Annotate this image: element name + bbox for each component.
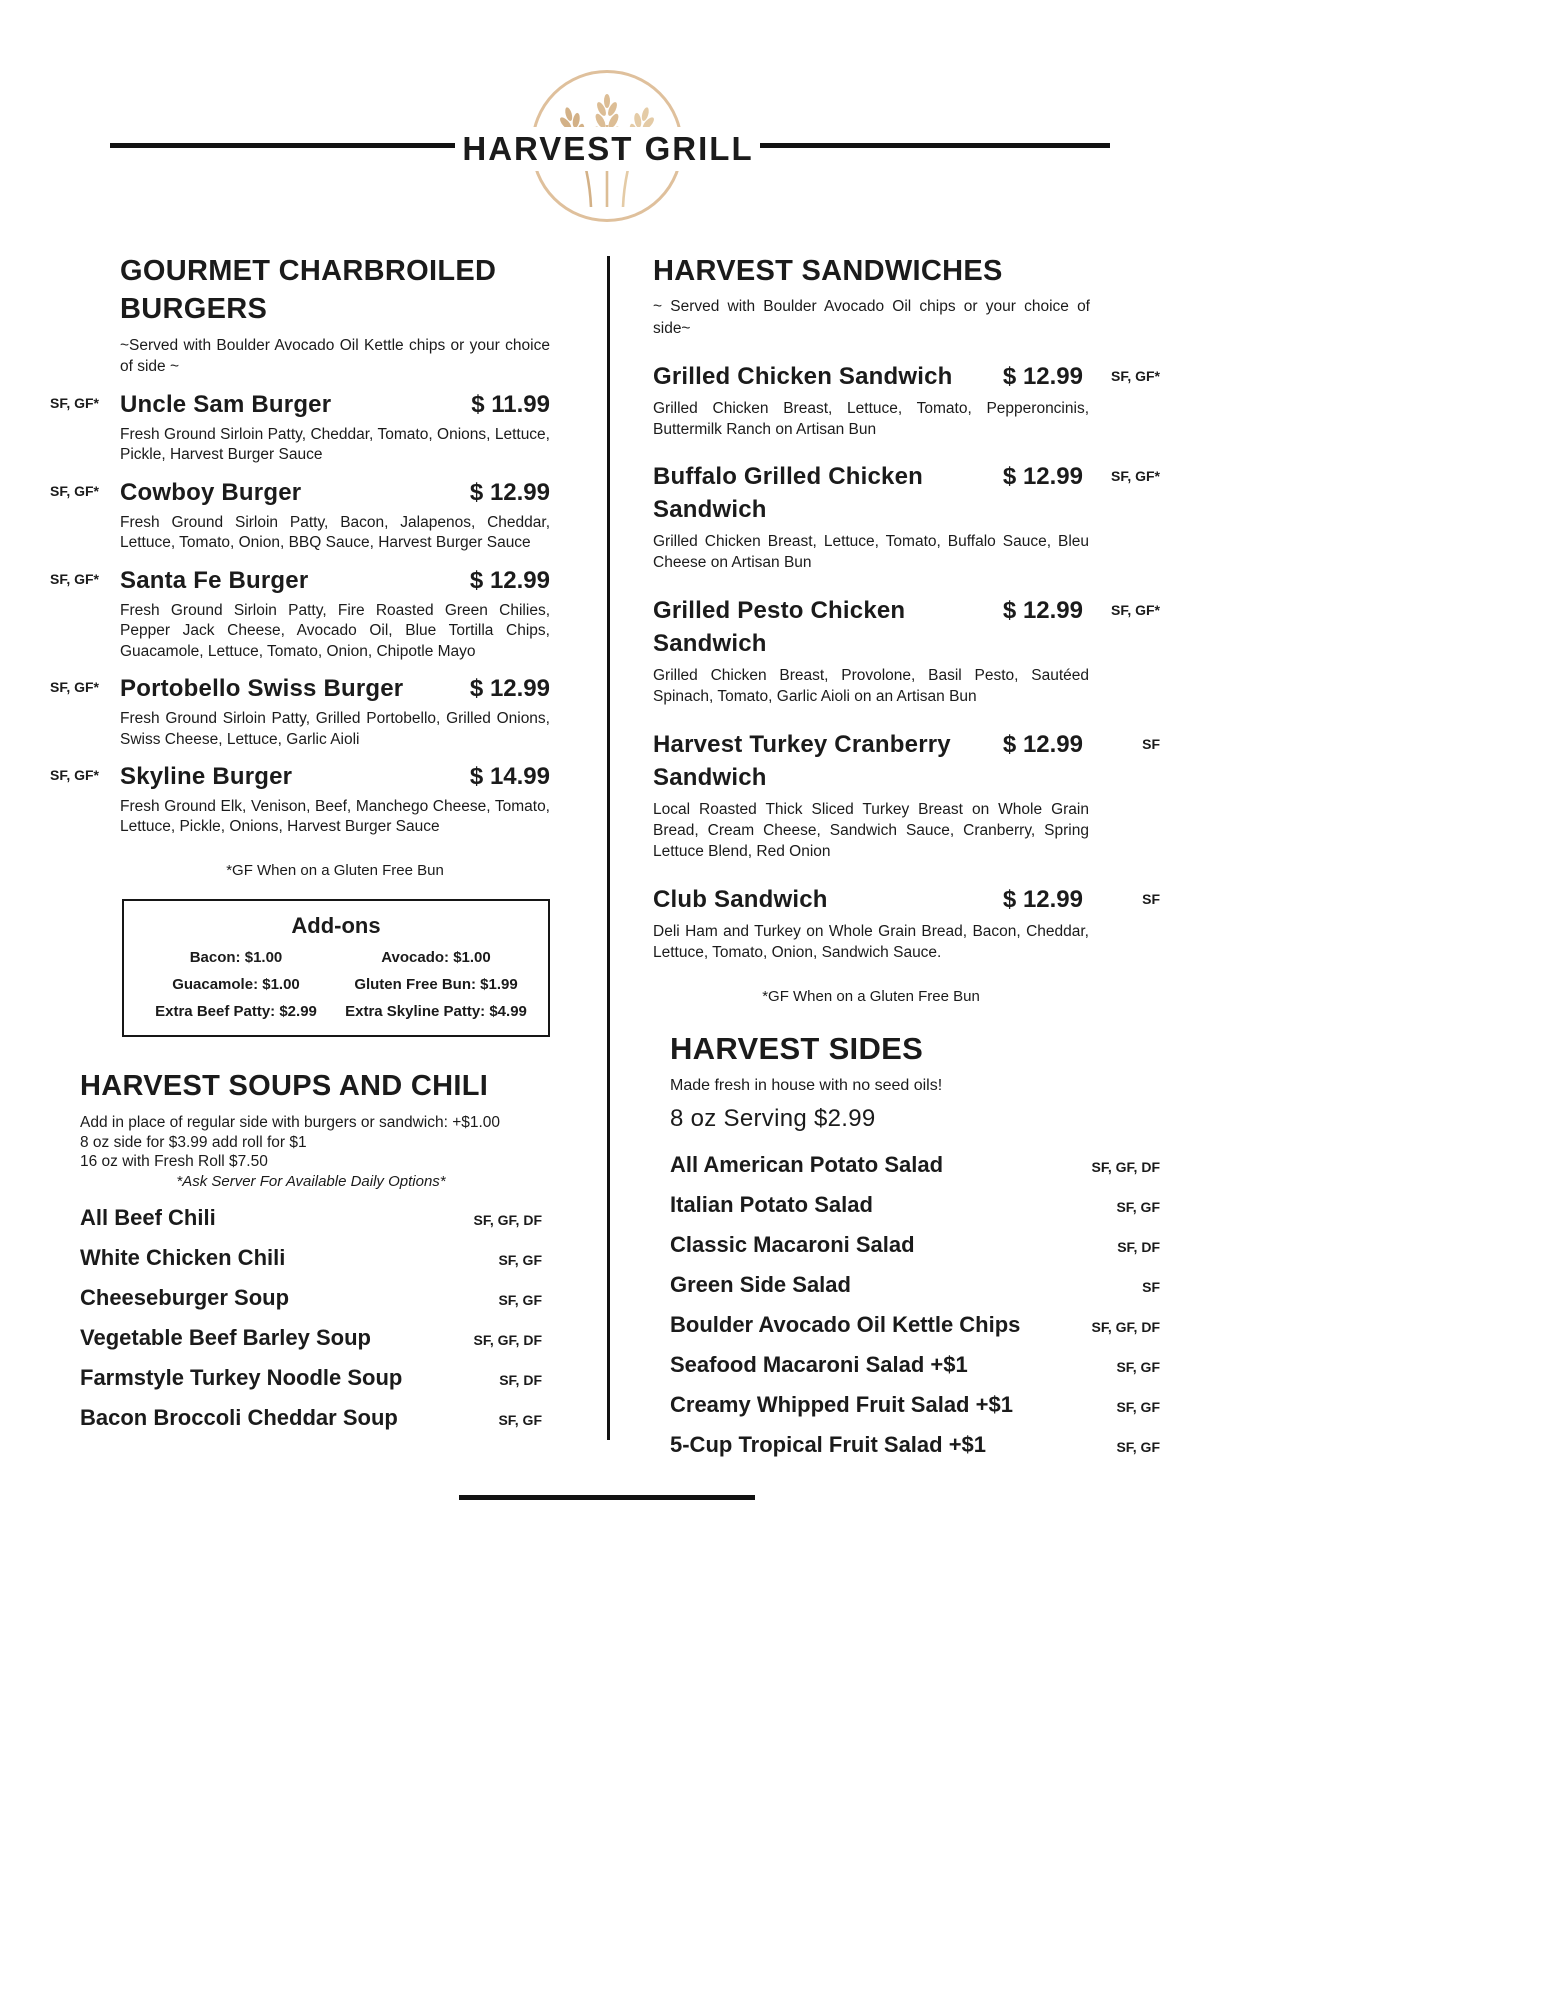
item-name: Portobello Swiss Burger <box>120 675 404 703</box>
sides-section <box>653 1029 1160 1458</box>
item-name: Bacon Broccoli Cheddar Soup <box>80 1405 398 1431</box>
left-column <box>50 252 550 1431</box>
item-name: Grilled Pesto Chicken Sandwich <box>653 597 906 658</box>
menu-item-santa-fe-burger <box>50 564 550 662</box>
menu-item-side <box>670 1311 1160 1338</box>
addon-item: Gluten Free Bun: $1.99 <box>354 975 518 993</box>
item-name: Farmstyle Turkey Noodle Soup <box>80 1365 403 1391</box>
menu-item-buffalo-grilled-chicken-sandwich <box>653 460 1160 574</box>
menu-item-side <box>670 1151 1160 1178</box>
item-name: Boulder Avocado Oil Kettle Chips <box>670 1311 1021 1337</box>
menu-item-soup <box>80 1204 542 1231</box>
item-name: Green Side Salad <box>670 1271 851 1297</box>
addons-title: Add-ons <box>291 912 381 938</box>
item-price: $ 12.99 <box>469 675 550 703</box>
item-tags: SF, GF* <box>50 679 100 696</box>
item-description: Grilled Chicken Breast, Lettuce, Tomato, Buffalo Sauce, Bleu Cheese on Artisan Bun <box>653 533 1089 572</box>
soups-list <box>80 1204 542 1431</box>
soups-section-title: HARVEST SOUPS AND CHILI <box>80 1069 489 1102</box>
addon-item: Extra Beef Patty: $2.99 <box>155 1002 317 1020</box>
item-name: Cowboy Burger <box>120 478 302 506</box>
soups-note: 16 oz with Fresh Roll $7.50 <box>80 1152 268 1170</box>
item-name: White Chicken Chili <box>80 1245 286 1271</box>
item-name: All Beef Chili <box>80 1205 216 1231</box>
item-name: Harvest Turkey Cranberry Sandwich <box>653 731 951 792</box>
menu-item-grilled-pesto-chicken-sandwich <box>653 594 1160 708</box>
sides-list <box>670 1151 1160 1458</box>
menu-item-soup <box>80 1244 542 1271</box>
sandwiches-section <box>653 252 1160 1005</box>
item-name: Italian Potato Salad <box>670 1191 873 1217</box>
item-tags: SF, GF* <box>50 482 100 499</box>
item-description: Fresh Ground Sirloin Patty, Fire Roasted Green Chilies, Pepper Jack Cheese, Avocado Oil, Blue Tortilla Chips, Guacamole, Lettuce, Tomato, Onion, Chipotle Mayo <box>120 601 550 660</box>
soups-section <box>80 1067 542 1431</box>
sides-serving-price: 8 oz Serving $2.99 <box>670 1105 876 1133</box>
footer-rule <box>459 1495 755 1500</box>
item-tags: SF, GF* <box>50 570 100 587</box>
item-description: Local Roasted Thick Sliced Turkey Breast on Whole Grain Bread, Cream Cheese, Sandwich Sauce, Cranberry, Spring Lettuce Blend, Red Onion <box>653 801 1089 861</box>
menu-item-soup <box>80 1404 542 1431</box>
item-price: $ 12.99 <box>1002 597 1083 625</box>
item-description: Fresh Ground Elk, Venison, Beef, Manchego Cheese, Tomato, Lettuce, Pickle, Onions, Harvest Burger Sauce <box>120 797 550 836</box>
item-description: Grilled Chicken Breast, Lettuce, Tomato, Pepperoncinis, Buttermilk Ranch on Artisan Bun <box>653 399 1089 438</box>
menu-item-side <box>670 1231 1160 1258</box>
item-tags: SF, GF <box>1116 1358 1160 1375</box>
menu-item-side <box>670 1391 1160 1418</box>
item-description: Fresh Ground Sirloin Patty, Grilled Portobello, Grilled Onions, Swiss Cheese, Lettuce, Garlic Aioli <box>120 710 550 748</box>
addon-item: Bacon: $1.00 <box>189 948 283 966</box>
item-description: Fresh Ground Sirloin Patty, Bacon, Jalapenos, Cheddar, Lettuce, Tomato, Onion, BBQ Sauce, Harvest Burger Sauce <box>120 513 550 552</box>
column-divider <box>607 256 610 1440</box>
menu-item-skyline-burger <box>50 760 550 838</box>
sides-subtitle: Made fresh in house with no seed oils! <box>670 1077 943 1095</box>
item-tags: SF, GF* <box>50 766 100 783</box>
menu-item-club-sandwich <box>653 883 1160 964</box>
item-tags: SF, GF* <box>50 394 100 411</box>
item-description: Grilled Chicken Breast, Provolone, Basil Pesto, Sautéed Spinach, Tomato, Garlic Aioli on an Artisan Bun <box>653 667 1089 706</box>
item-name: Skyline Burger <box>120 762 293 790</box>
item-name: 5-Cup Tropical Fruit Salad +$1 <box>670 1431 987 1457</box>
menu-item-cowboy-burger <box>50 476 550 554</box>
item-tags: SF, GF, DF <box>1091 1318 1160 1335</box>
brand-name: HARVEST GRILL <box>457 127 759 171</box>
burgers-section <box>50 252 550 1037</box>
item-tags: SF, GF <box>1116 1198 1160 1215</box>
item-name: Seafood Macaroni Salad +$1 <box>670 1351 968 1377</box>
item-tags: SF, DF <box>1117 1238 1160 1255</box>
header-rule-left <box>110 143 455 148</box>
soups-notes <box>80 1113 542 1171</box>
menu-item-portobello-swiss-burger <box>50 672 550 750</box>
item-name: Grilled Chicken Sandwich <box>653 362 953 390</box>
addon-item: Extra Skyline Patty: $4.99 <box>345 1002 527 1020</box>
item-price: $ 11.99 <box>471 390 550 418</box>
right-column <box>653 252 1160 1458</box>
item-name: All American Potato Salad <box>670 1151 944 1177</box>
item-description: Fresh Ground Sirloin Patty, Cheddar, Tomato, Onions, Lettuce, Pickle, Harvest Burger Sauce <box>120 425 550 464</box>
item-price: $ 12.99 <box>469 566 550 594</box>
addons-box <box>122 899 550 1037</box>
item-name: Santa Fe Burger <box>120 566 309 594</box>
menu-item-side <box>670 1431 1160 1458</box>
item-tags: SF, GF, DF <box>473 1332 542 1349</box>
addons-grid <box>136 949 536 1020</box>
item-name: Creamy Whipped Fruit Salad +$1 <box>670 1391 1013 1417</box>
menu-item-harvest-turkey-cranberry-sandwich <box>653 728 1160 863</box>
item-tags: SF, DF <box>499 1372 542 1389</box>
gluten-free-footnote: *GF When on a Gluten Free Bun <box>762 987 980 1005</box>
item-tags: SF <box>1142 736 1160 753</box>
item-price: $ 12.99 <box>1002 463 1083 491</box>
item-name: Classic Macaroni Salad <box>670 1231 915 1257</box>
menu-item-uncle-sam-burger <box>50 388 550 466</box>
item-name: Cheeseburger Soup <box>80 1285 290 1311</box>
menu-item-soup <box>80 1324 542 1351</box>
item-price: $ 12.99 <box>469 478 550 506</box>
item-name: Uncle Sam Burger <box>120 390 332 418</box>
menu-item-side <box>670 1271 1160 1298</box>
sandwiches-subtitle: ~ Served with Boulder Avocado Oil chips or your choice of side~ <box>653 298 1090 337</box>
item-tags: SF, GF <box>1116 1438 1160 1455</box>
header-rule-right <box>760 143 1110 148</box>
item-tags: SF <box>1142 1278 1160 1295</box>
item-tags: SF, GF <box>498 1252 542 1269</box>
item-tags: SF, GF <box>1116 1398 1160 1415</box>
soups-note: Add in place of regular side with burgers or sandwich: +$1.00 <box>80 1114 501 1132</box>
menu-item-side <box>670 1351 1160 1378</box>
item-tags: SF, GF, DF <box>473 1212 542 1229</box>
item-tags: SF <box>1142 890 1160 907</box>
item-name: Club Sandwich <box>653 885 828 913</box>
gluten-free-footnote: *GF When on a Gluten Free Bun <box>226 861 444 879</box>
item-tags: SF, GF, DF <box>1091 1158 1160 1175</box>
item-price: $ 12.99 <box>1002 362 1083 390</box>
item-tags: SF, GF <box>498 1412 542 1429</box>
item-tags: SF, GF* <box>1110 367 1160 384</box>
item-price: $ 12.99 <box>1002 731 1083 759</box>
item-name: Vegetable Beef Barley Soup <box>80 1325 371 1351</box>
item-tags: SF, GF* <box>1110 602 1160 619</box>
menu-item-side <box>670 1191 1160 1218</box>
item-price: $ 14.99 <box>469 762 550 790</box>
sides-section-title: HARVEST SIDES <box>670 1030 924 1066</box>
item-name: Buffalo Grilled Chicken Sandwich <box>653 463 923 524</box>
menu-item-soup <box>80 1364 542 1391</box>
item-tags: SF, GF <box>498 1292 542 1309</box>
addon-item: Avocado: $1.00 <box>381 948 491 966</box>
soups-note: 8 oz side for $3.99 add roll for $1 <box>80 1133 307 1151</box>
addon-item: Guacamole: $1.00 <box>172 975 300 993</box>
ask-server-note: *Ask Server For Available Daily Options* <box>176 1173 446 1191</box>
menu-item-grilled-chicken-sandwich <box>653 360 1160 441</box>
menu-item-soup <box>80 1284 542 1311</box>
item-tags: SF, GF* <box>1110 468 1160 485</box>
sandwiches-section-title: HARVEST SANDWICHES <box>653 255 1003 287</box>
burgers-section-title: GOURMET CHARBROILED BURGERS <box>120 255 497 326</box>
item-description: Deli Ham and Turkey on Whole Grain Bread, Bacon, Cheddar, Lettuce, Tomato, Onion, Sandwich Sauce. <box>653 922 1089 961</box>
item-price: $ 12.99 <box>1002 885 1083 913</box>
burgers-subtitle: ~Served with Boulder Avocado Oil Kettle chips or your choice of side ~ <box>120 336 550 376</box>
